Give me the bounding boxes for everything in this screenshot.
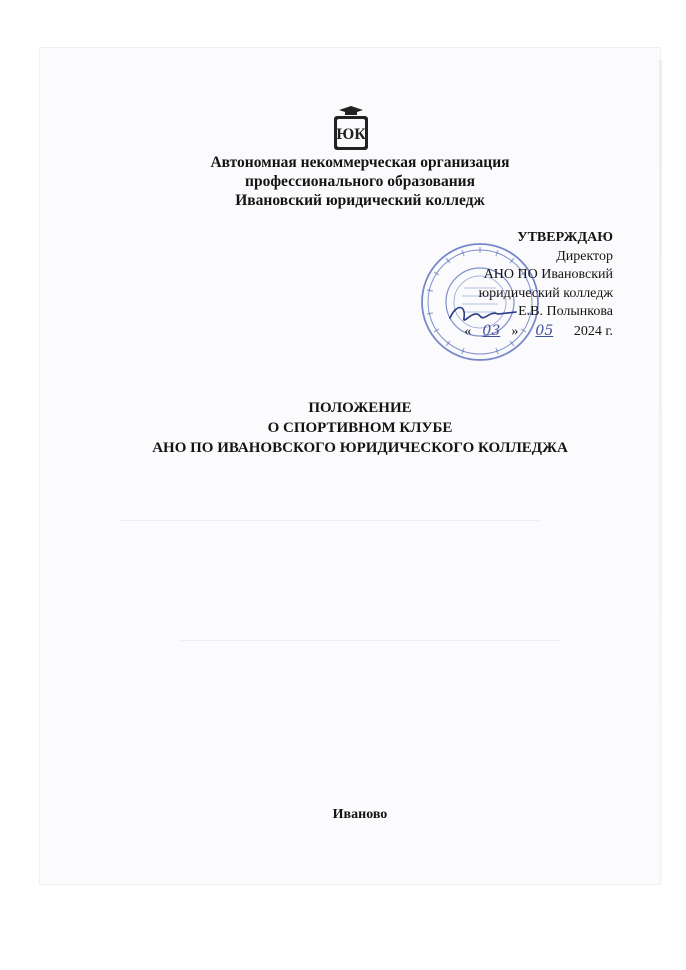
college-emblem-icon <box>331 104 371 154</box>
date-month: 05 <box>535 322 554 339</box>
organization-header <box>170 153 550 210</box>
city-footer: Иваново <box>332 807 388 822</box>
bleed-through-line <box>180 640 560 641</box>
date-open-quote: « <box>464 323 472 339</box>
approval-org-line-1: АНО ПО Ивановский <box>483 267 613 282</box>
title-line-2: О СПОРТИВНОМ КЛУБЕ <box>267 420 453 436</box>
date-year: 2024 г. <box>573 323 613 339</box>
approval-heading: УТВЕРЖДАЮ <box>517 230 613 245</box>
title-line-3: АНО ПО ИВАНОВСКОГО ЮРИДИЧЕСКОГО КОЛЛЕДЖА <box>152 440 568 456</box>
approval-name: Е.В. Полынкова <box>518 304 613 319</box>
page-edge <box>659 60 662 880</box>
organization-line-1: Автономная некоммерческая организация <box>210 154 510 171</box>
approval-date <box>413 322 613 342</box>
approval-org-line-2: юридический колледж <box>478 285 613 301</box>
emblem-letters: ЮК <box>336 126 366 143</box>
date-close-quote: » <box>511 323 519 339</box>
organization-line-2: профессионального образования <box>245 173 475 190</box>
approval-position: Директор <box>556 248 613 264</box>
document-title <box>140 398 580 458</box>
title-line-1: ПОЛОЖЕНИЕ <box>308 400 412 416</box>
organization-line-3: Ивановский юридический колледж <box>235 192 485 209</box>
approval-block <box>413 229 613 341</box>
date-day: 03 <box>482 322 501 339</box>
bleed-through-line <box>120 520 540 521</box>
